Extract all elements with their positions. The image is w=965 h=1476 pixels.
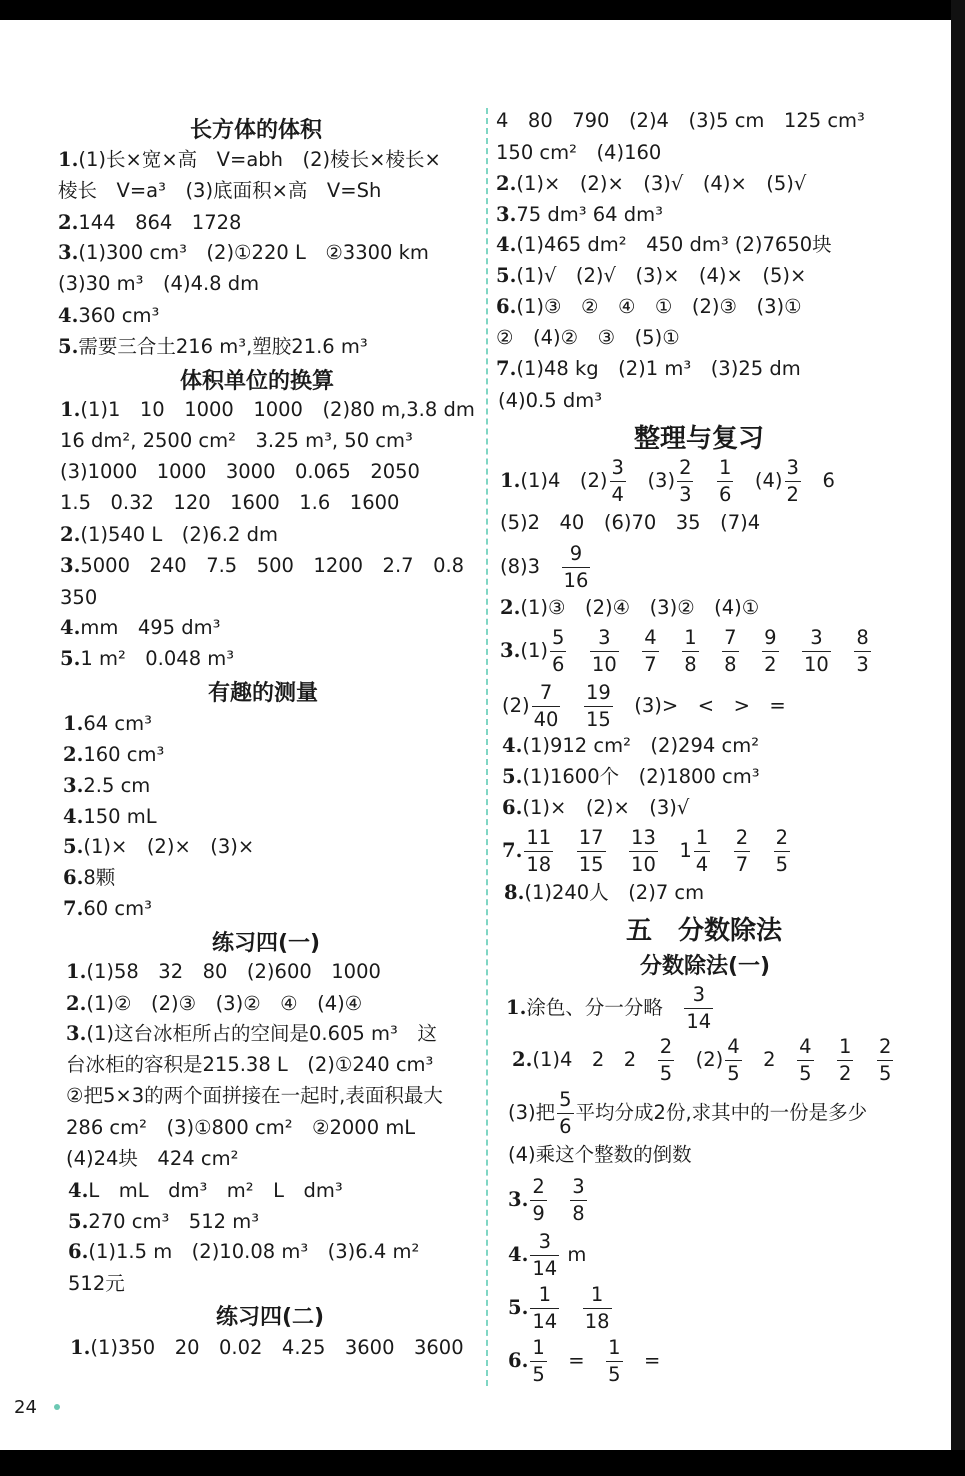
answer-line: 3. $\frac{2}{9}$ $\frac{3}{8}$ [508, 1175, 585, 1225]
answer-line: 7. $\frac{11}{18}$ $\frac{17}{15}$ $\frac{13}{10}$ 1 $\frac{1}{4}$ $\frac{2}{7}$ $\frac{2}{5}$ [502, 826, 789, 876]
answer-line: ②把5×3的两个面拼接在一起时,表面积最大 [66, 1084, 443, 1107]
section-title: 长方体的体积 [190, 118, 323, 143]
column-divider [486, 108, 488, 1386]
section-title: 分数除法(一) [640, 954, 771, 979]
answer-line: 4.150 mL [63, 805, 157, 828]
scan-right-edge [951, 0, 965, 1476]
answer-line: 3.(1)这台冰柜所占的空间是0.605 m³ 这 [66, 1022, 437, 1045]
answer-line: 4. $\frac{3}{14}$ m [508, 1230, 587, 1280]
answer-line: (4)0.5 dm³ [498, 389, 603, 412]
answer-line: 2.(1)540 L (2)6.2 dm [60, 523, 278, 546]
answer-line: 1.(1)350 20 0.02 4.25 3600 3600 [70, 1336, 464, 1359]
answer-line: 3.5000 240 7.5 500 1200 2.7 0.8 [60, 554, 465, 577]
answer-line: 2.(1)② (2)③ (3)② ④ (4)④ [66, 992, 363, 1015]
answer-line: 6.(1)1.5 m (2)10.08 m³ (3)6.4 m² [68, 1240, 420, 1263]
answer-line: (3)把 $\frac{5}{6}$ 平均分成2份,求其中的一份是多少 [508, 1088, 868, 1138]
answer-line: (8)3 $\frac{9}{16}$ [500, 542, 589, 592]
answer-line: (4)24块 424 cm² [66, 1147, 239, 1170]
answer-line: 1.(1)4 (2) $\frac{3}{4}$ (3) $\frac{2}{3}$ $\frac{1}{6}$ (4) $\frac{3}{2}$ 6 [500, 456, 835, 506]
answer-line: (3)30 m³ (4)4.8 dm [58, 272, 260, 295]
section-title: 整理与复习 [634, 424, 765, 454]
answer-line: 8.(1)240人 (2)7 cm [504, 881, 705, 904]
answer-line: 2.144 864 1728 [58, 211, 242, 234]
answer-line: 512元 [68, 1272, 125, 1295]
answer-line: 7.60 cm³ [63, 897, 152, 920]
answer-line: 1.64 cm³ [63, 712, 152, 735]
answer-line: 5.(1)√ (2)√ (3)× (4)× (5)× [496, 264, 807, 287]
answer-line: 3.75 dm³ 64 dm³ [496, 203, 663, 226]
answer-line: (3)1000 1000 3000 0.065 2050 [60, 460, 420, 483]
answer-line: 5.需要三合土216 m³,塑胶21.6 m³ [58, 335, 368, 358]
answer-line: 4.(1)912 cm² (2)294 cm² [502, 734, 760, 757]
answer-line: 6.8颗 [63, 866, 116, 889]
answer-line: 棱长 V=a³ (3)底面积×高 V=Sh [58, 179, 382, 202]
answer-line: 6.(1)× (2)× (3)√ [502, 796, 690, 819]
answer-line: (5)2 40 (6)70 35 (7)4 [500, 511, 761, 534]
answer-line: 4 80 790 (2)4 (3)5 cm 125 cm³ [496, 109, 865, 132]
section-title: 练习四(二) [216, 1305, 325, 1330]
answer-line: 150 cm² (4)160 [496, 141, 662, 164]
answer-line: 4.(1)465 dm² 450 dm³ (2)7650块 [496, 233, 832, 256]
answer-line: 3.2.5 cm [63, 774, 151, 797]
section-title: 体积单位的换算 [180, 369, 335, 394]
answer-line: 16 dm², 2500 cm² 3.25 m³, 50 cm³ [60, 429, 413, 452]
section-title: 练习四(一) [212, 931, 321, 956]
page-dot [54, 1404, 60, 1410]
answer-line: 5.270 cm³ 512 m³ [68, 1210, 260, 1233]
answer-line: 2.(1)4 2 2 $\frac{2}{5}$ (2) $\frac{4}{5}$ 2 $\frac{4}{5}$ $\frac{1}{2}$ $\frac{2}{5}$ [512, 1035, 892, 1085]
answer-line: 2.(1)× (2)× (3)√ (4)× (5)√ [496, 172, 807, 195]
answer-line: 7.(1)48 kg (2)1 m³ (3)25 dm [496, 357, 801, 380]
answer-line: 4.L mL dm³ m² L dm³ [68, 1179, 343, 1202]
answer-line: 6. $\frac{1}{5}$ = $\frac{1}{5}$ = [508, 1336, 661, 1386]
answer-line: 6.(1)③ ② ④ ① (2)③ (3)① [496, 295, 802, 318]
answer-line: 1.(1)58 32 80 (2)600 1000 [66, 960, 381, 983]
answer-line: 4.mm 495 dm³ [60, 616, 221, 639]
scan-bottom-edge [0, 1450, 965, 1476]
answer-line: 1.(1)1 10 1000 1000 (2)80 m,3.8 dm [60, 398, 475, 421]
scan-top-edge [0, 0, 965, 20]
section-title: 有趣的测量 [208, 681, 319, 706]
answer-line: 台冰柜的容积是215.38 L (2)①240 cm³ [66, 1053, 434, 1076]
answer-line: 5.1 m² 0.048 m³ [60, 647, 235, 670]
answer-line: 2.(1)③ (2)④ (3)② (4)① [500, 596, 760, 619]
answer-line: 5.(1)× (2)× (3)× [63, 835, 255, 858]
answer-line: 1.5 0.32 120 1600 1.6 1600 [60, 491, 400, 514]
answer-line: 350 [60, 586, 98, 609]
answer-line: 5.(1)1600个 (2)1800 cm³ [502, 765, 760, 788]
answer-line: 5. $\frac{1}{14}$ $\frac{1}{18}$ [508, 1283, 610, 1333]
page-number: 24 [14, 1397, 37, 1418]
answer-line: (4)乘这个整数的倒数 [508, 1143, 692, 1166]
answer-line: 3.(1)300 cm³ (2)①220 L ②3300 km [58, 241, 429, 264]
chapter-title: 五 分数除法 [626, 916, 783, 946]
answer-line: ② (4)② ③ (5)① [496, 326, 680, 349]
answer-line: 2.160 cm³ [63, 743, 165, 766]
answer-line: 1.涂色、分一分略 $\frac{3}{14}$ [506, 983, 712, 1033]
answer-line: (2) $\frac{7}{40}$ $\frac{19}{15}$ (3)> < > = [502, 681, 786, 731]
answer-line: 1.(1)长×宽×高 V=abh (2)棱长×棱长× [58, 148, 441, 171]
answer-line: 3.(1) $\frac{5}{6}$ $\frac{3}{10}$ $\frac{4}{7}$ $\frac{1}{8}$ $\frac{7}{8}$ $\frac{9}{2}$ $\frac{3}{10}$ $\frac{8}{3}$ [500, 626, 869, 676]
answer-line: 286 cm² (3)①800 cm² ②2000 mL [66, 1116, 416, 1139]
answer-line: 4.360 cm³ [58, 304, 160, 327]
